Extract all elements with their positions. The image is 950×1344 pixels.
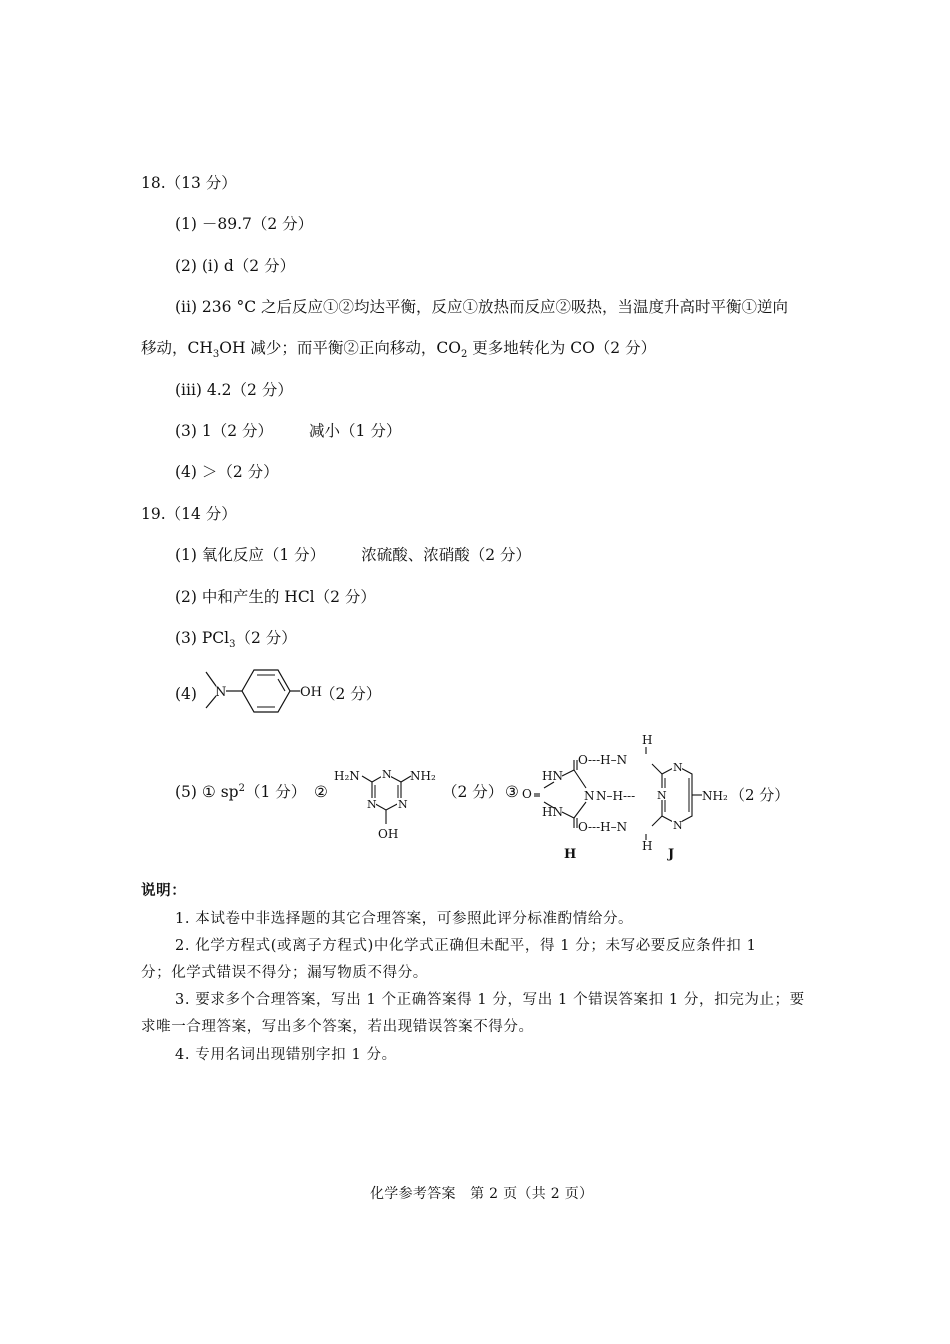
compound-j-label: J: [668, 847, 675, 862]
hydroxyl-label: OH: [300, 685, 322, 700]
nh2-right-label: NH₂: [702, 789, 728, 803]
oh-label: OH: [378, 827, 399, 841]
h-bottom-label: H: [642, 839, 653, 853]
h-top-label: H: [642, 733, 653, 747]
part5-score3: （2 分）: [730, 786, 790, 804]
q18-part2-iii: (iii) 4.2（2 分）: [175, 381, 293, 399]
q19-part3: (3) PCl$_3$（2 分）: [175, 629, 297, 651]
compound-h-label: H: [564, 847, 577, 862]
q18-part1: (1) －89.7（2 分）: [175, 215, 314, 233]
q19-part4-label: (4): [175, 685, 197, 703]
amine-n-label: N: [215, 685, 227, 700]
ring-n-top: N: [382, 768, 392, 781]
page-footer: 化学参考答案 第 2 页（共 2 页）: [370, 1186, 594, 1202]
note-item-3-line2: 求唯一合理答案，写出多个答案，若出现错误答案不得分。: [141, 1019, 534, 1035]
n-center-label: N: [584, 789, 595, 803]
nh2-left-label: H₂N: [334, 769, 360, 783]
q19-header: 19.（14 分）: [141, 505, 237, 523]
q19-part5-label: (5) ① $sp^2(1$ 分）: [175, 782, 307, 801]
q19-part1: (1) 氧化反应（1 分） 浓硫酸、浓硝酸（2 分）: [175, 546, 531, 564]
ring-n-left: N: [367, 798, 377, 811]
note-item-4: 4. 专用名词出现错别字扣 1 分。: [175, 1047, 397, 1063]
q19-part4-score: （2 分）: [320, 685, 382, 703]
hbond-mid-label: N–H---: [596, 789, 636, 803]
notes-title: 说明：: [141, 882, 187, 899]
j-ring-n-bottom: N: [673, 819, 683, 832]
o-left-label: O: [522, 787, 532, 801]
q18-part4: (4) ＞（2 分）: [175, 463, 279, 481]
note-item-2-line2: 分；化学式错误不得分；漏写物质不得分。: [141, 965, 428, 981]
q18-part2-i: (2) (i) d（2 分）: [175, 257, 296, 275]
nh2-right-label: NH₂: [410, 769, 436, 783]
o-bottom-label: O: [578, 820, 588, 834]
note-item-1: 1. 本试卷中非选择题的其它合理答案，可参照此评分标准酌情给分。: [175, 911, 634, 927]
note-item-2-line1: 2. 化学方程式(或离子方程式)中化学式正确但未配平，得 1 分；未写必要反应条件扣 1: [175, 938, 757, 954]
triazine-structure-2: [334, 762, 444, 846]
hbond-bottom-label: ---H–N: [588, 820, 628, 834]
q18-part2-ii-line1: (ii) 236 °C 之后反应①②均达平衡，反应①放热而反应②吸热，当温度升高时平衡①逆向: [175, 298, 788, 316]
note-item-3-line1: 3. 要求多个合理答案，写出 1 个正确答案得 1 分，写出 1 个错误答案扣 1 分，扣完为止；要: [175, 992, 805, 1008]
q18-header: 18.（13 分）: [141, 174, 237, 192]
hbond-top-label: ---H–N: [588, 753, 628, 767]
q19-part5-circle3: ③: [505, 783, 519, 801]
q18-part3: (3) 1（2 分） 减小（1 分）: [175, 422, 402, 440]
ring-n-right: N: [398, 798, 408, 811]
q19-part5-circle2: ②: [314, 783, 328, 801]
hn-bottom-label: HN: [542, 805, 563, 819]
hn-top-label: HN: [542, 769, 563, 783]
q19-part2: (2) 中和产生的 HCl（2 分）: [175, 588, 376, 606]
j-ring-n-left: N: [657, 789, 667, 802]
hbond-complex-structure: [522, 730, 790, 865]
q19-part5-score2: （2 分）: [442, 783, 504, 801]
q18-part2-ii-line2: 移动，$CH_3OH$ 减少；而平衡②正向移动，$CO_2$ 更多地转化为 CO（2 分）: [141, 339, 657, 361]
j-ring-n-top: N: [673, 761, 683, 774]
o-top-label: O: [578, 753, 588, 767]
